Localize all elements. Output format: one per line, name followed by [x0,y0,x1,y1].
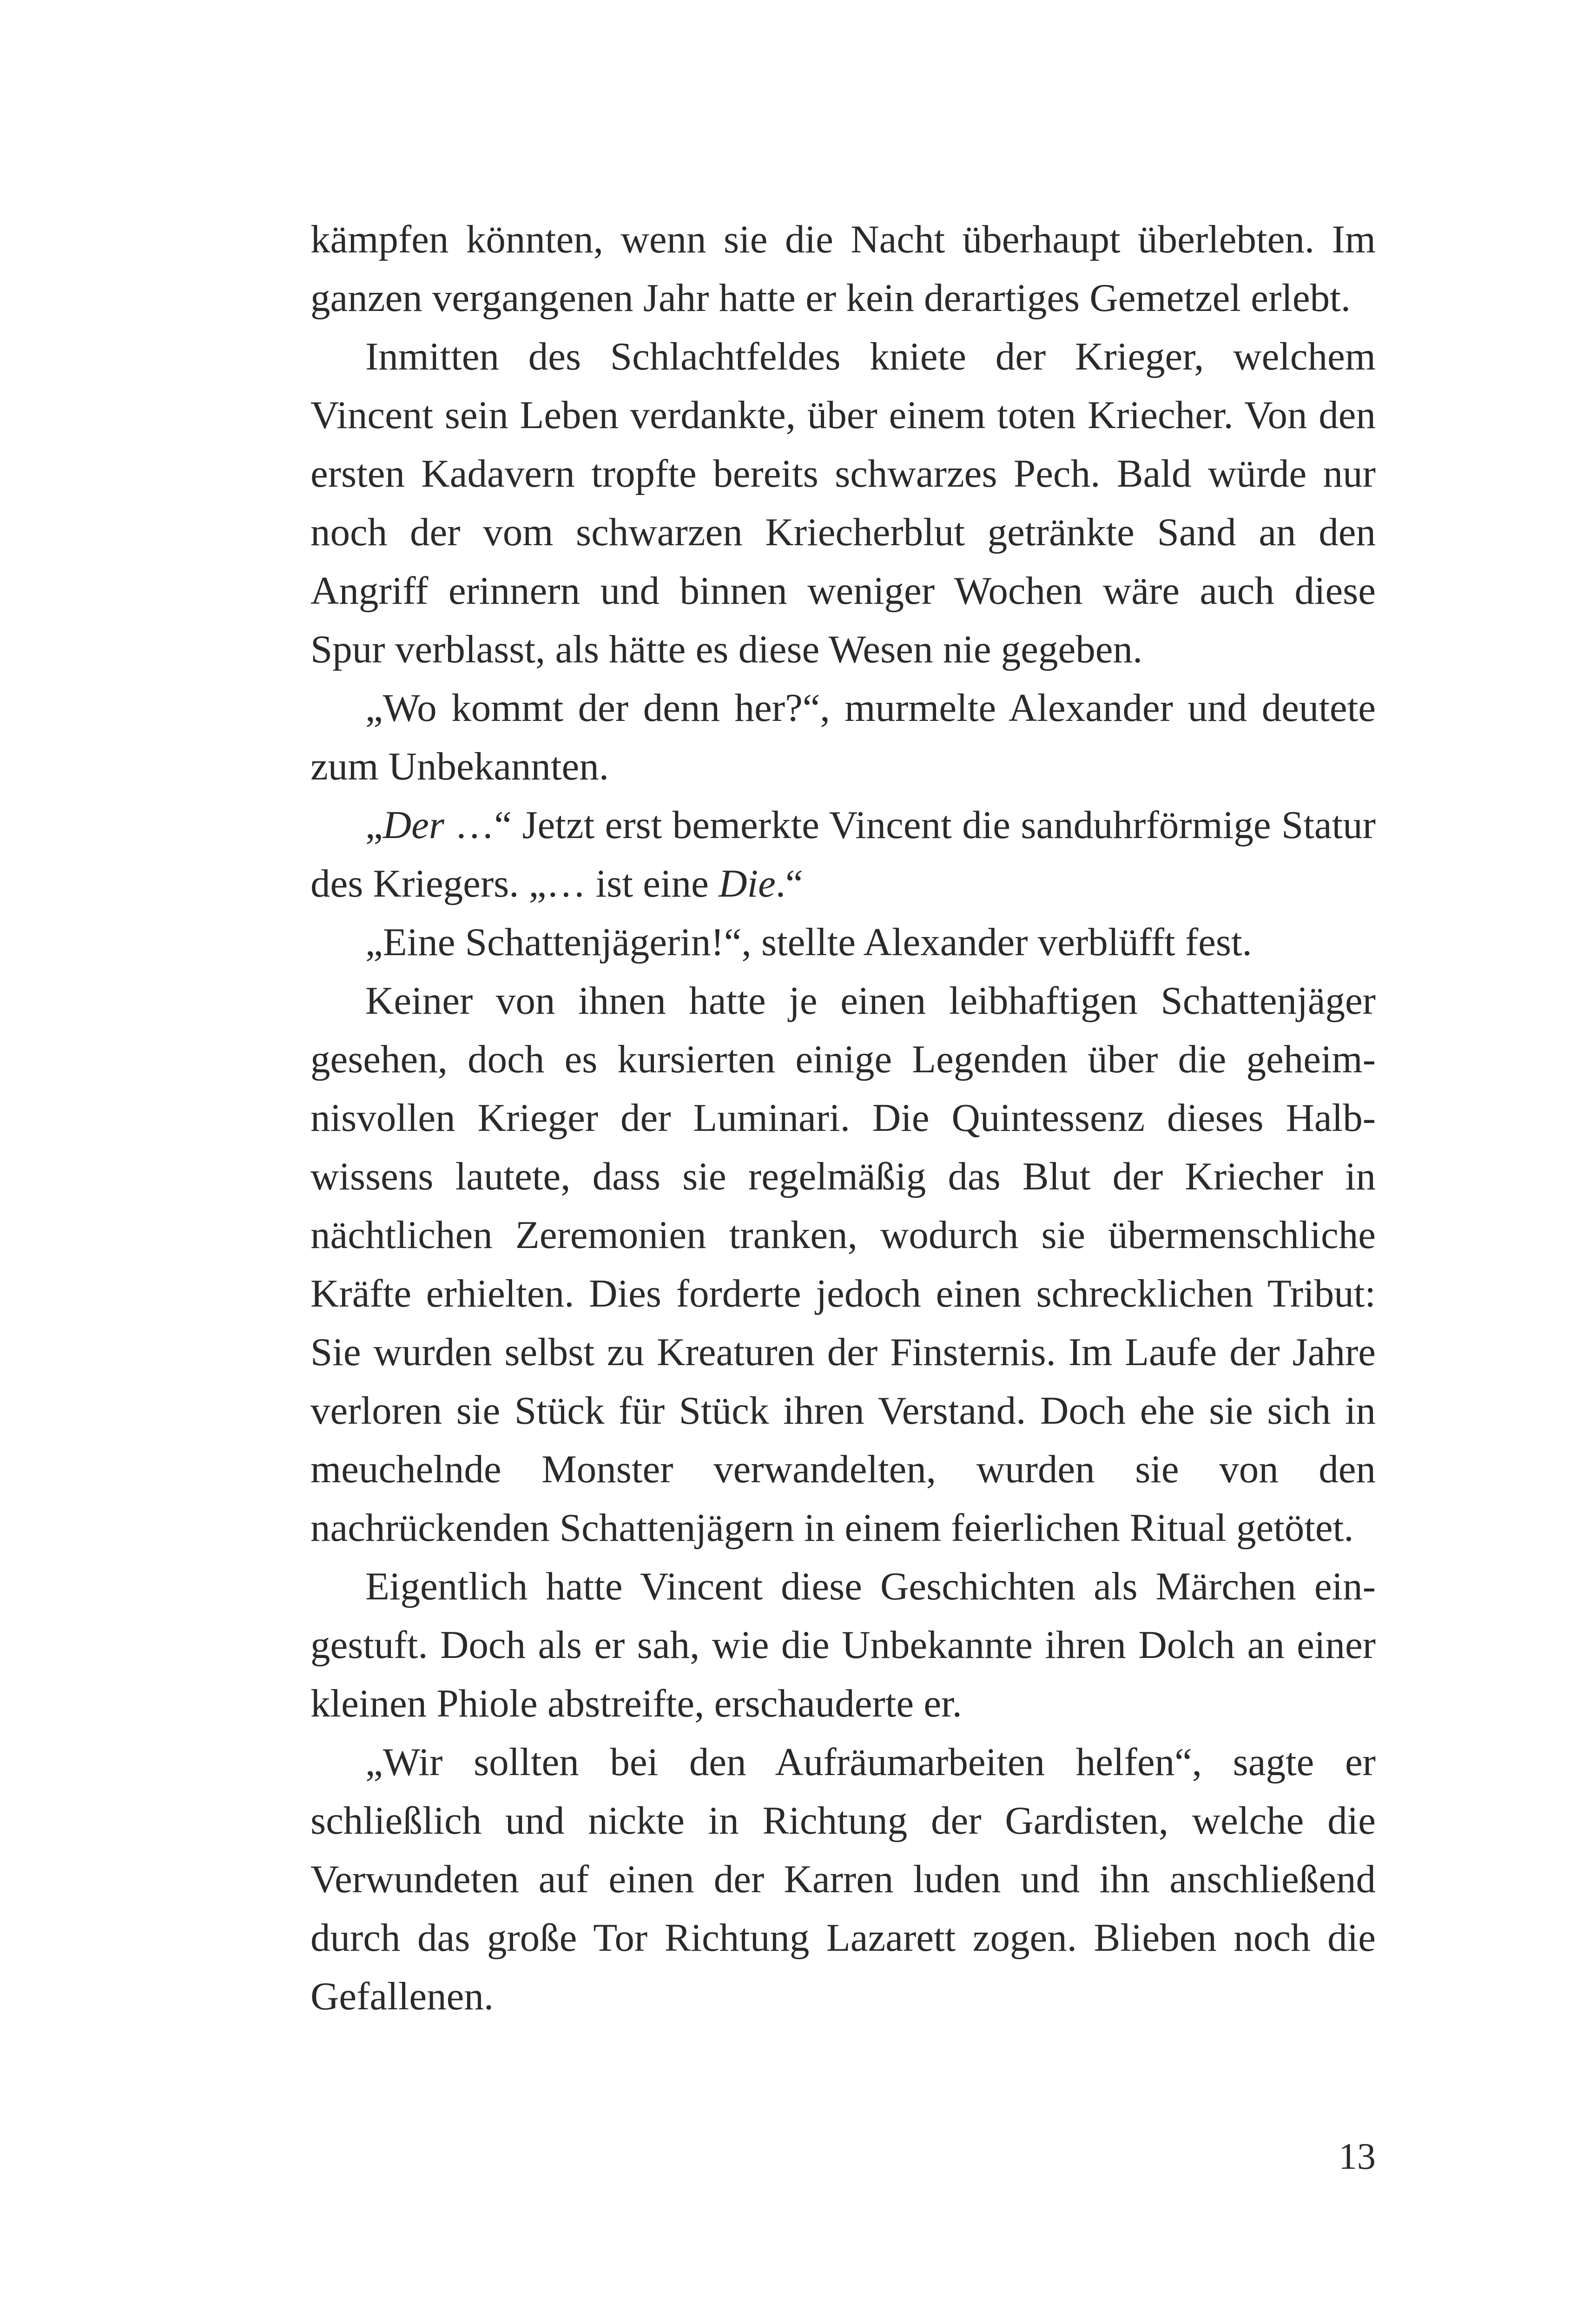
text-run: Keiner von ihnen hatte je einen leibhaftigen Schattenjäger gesehen, doch es kursierten einige Legenden über die geheimnisvollen Krieger der Luminari. Die Quintessenz dieses Halbwissens lautete, dass sie regelmäßig das Blut der Kriecher in nächtlichen Zeremonien tranken, wodurch sie übermenschliche Kräfte erhielten. Dies forderte jedoch einen schrecklichen Tribut: Sie wurden selbst zu Kreaturen der Finsternis. Im Laufe der Jahre verloren sie Stück für Stück ihren Verstand. Doch ehe sie sich in meuchelnde Monster verwandelten, wurden sie von den nachrückenden Schattenjägern in einem feierlichen Ritual getötet. [310,979,1376,1550]
text-run: Inmitten des Schlachtfeldes kniete der Krieger, welchem Vincent sein Leben verdankte, über einem toten Kriecher. Von den ersten Kadavern tropfte bereits schwarzes Pech. Bald würde nur noch der vom schwarzen Kriecherblut getränkte Sand an den Angriff erinnern und binnen weniger Wochen wäre auch diese Spur verblasst, als hätte es diese Wesen nie gegeben. [310,335,1376,671]
paragraph [310,1557,1376,1733]
text-run: „Eine Schattenjägerin!“, stellte Alexander verblüfft fest. [365,920,1252,964]
text-run: „Wir sollten bei den Aufräumarbeiten helfen“, sagte er schließlich und nickte in Richtung der Gardisten, welche die Verwundeten auf einen der Karren luden und ihn anschließend durch das große Tor Richtung Lazarett zogen. Blieben noch die Gefallenen. [310,1740,1376,2018]
italic-text: Der [383,803,444,847]
paragraph [310,913,1376,971]
paragraph [310,796,1376,913]
paragraph [310,210,1376,327]
page-number: 13 [1339,2136,1376,2177]
text-run: .“ [775,862,803,905]
text-run: kämpfen könnten, wenn sie die Nacht überhaupt überlebten. Im ganzen vergangenen Jahr hatte er kein derartiges Gemetzel erlebt. [310,218,1376,320]
italic-text: Die [719,862,776,905]
text-run: Eigentlich hatte Vincent diese Geschichten als Märchen eingestuft. Doch als er sah, wie die Unbekannte ihren Dolch an einer kleinen Phiole abstreifte, erschauderte er. [310,1565,1376,1725]
paragraph [310,971,1376,1557]
text-run: „ [365,803,383,847]
text-run: …“ Jetzt erst bemerkte Vincent die sanduhrförmige Statur des Kriegers. „… ist eine [310,803,1376,905]
paragraph [310,327,1376,679]
text-run: „Wo kommt der denn her?“, murmelte Alexander und deutete zum Unbekannten. [310,686,1376,788]
body-text [310,210,1376,2026]
paragraph [310,1733,1376,2026]
paragraph [310,679,1376,796]
